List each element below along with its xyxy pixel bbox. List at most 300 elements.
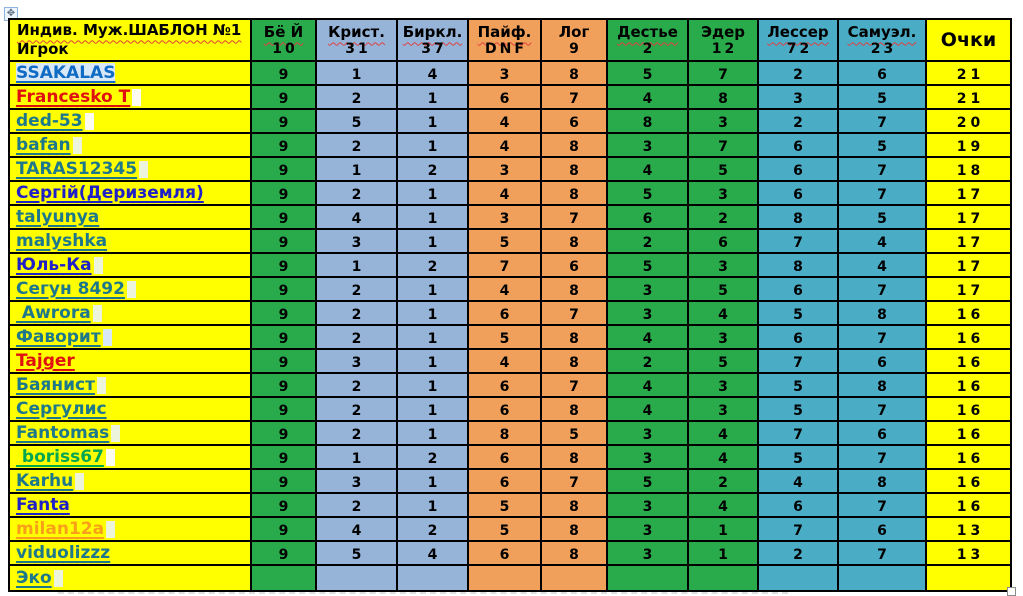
result-value: 8 [569, 498, 579, 515]
result-value: 8 [877, 474, 887, 491]
player-name-wrap [16, 303, 91, 322]
result-cell [607, 157, 688, 181]
result-cell [758, 373, 838, 397]
result-value: 3 [718, 402, 728, 419]
result-value: 1 [427, 354, 438, 371]
points-cell [926, 229, 1011, 253]
result-cell [316, 541, 397, 565]
column-header-score: 12 [711, 40, 738, 57]
result-cell [541, 541, 607, 565]
result-cell [397, 277, 468, 301]
table-row [9, 301, 1011, 325]
result-value: 1 [718, 522, 728, 539]
points-value: 16 [956, 402, 985, 419]
table-row [9, 565, 1011, 591]
result-cell [397, 349, 468, 373]
result-cell [316, 565, 397, 591]
points-value: 16 [956, 498, 985, 515]
points-value: 17 [956, 186, 985, 203]
result-value: 6 [877, 354, 887, 371]
result-cell [541, 85, 607, 109]
result-value: 9 [278, 402, 289, 419]
result-cell [758, 157, 838, 181]
result-value: 8 [569, 162, 579, 179]
result-cell [688, 517, 758, 541]
result-cell [541, 229, 607, 253]
player-name-wrap [16, 423, 109, 442]
result-cell [316, 229, 397, 253]
result-cell [397, 445, 468, 469]
column-header-cell [607, 19, 688, 61]
player-name-wrap [16, 135, 71, 154]
result-cell [397, 325, 468, 349]
result-value: 4 [499, 354, 510, 371]
points-value: 20 [956, 114, 985, 131]
column-header-cell [758, 19, 838, 61]
column-header-label: Пайф. [477, 22, 532, 41]
name-highlight-mark [93, 305, 102, 322]
result-value: 9 [278, 138, 289, 155]
result-value: 4 [793, 474, 803, 491]
column-header-score: 9 [569, 40, 582, 57]
player-name-wrap [16, 63, 115, 82]
column-header-label: Дестье [617, 22, 678, 41]
result-cell [316, 373, 397, 397]
result-value: 7 [793, 426, 803, 443]
result-cell [688, 229, 758, 253]
result-cell [316, 301, 397, 325]
points-cell [926, 85, 1011, 109]
player-name-wrap [16, 207, 99, 226]
result-value: 7 [877, 162, 887, 179]
column-header-cell [688, 19, 758, 61]
column-header-label: Лог [558, 22, 590, 41]
result-value: 3 [351, 474, 362, 491]
result-cell [838, 181, 926, 205]
points-cell [926, 565, 1011, 591]
column-header-score: 72 [786, 40, 813, 57]
result-value: 2 [642, 354, 653, 371]
name-highlight-mark [106, 449, 115, 466]
result-cell [397, 565, 468, 591]
result-value: 6 [499, 378, 510, 395]
result-cell [316, 517, 397, 541]
result-cell [468, 373, 541, 397]
result-cell [607, 373, 688, 397]
result-value: 4 [427, 66, 438, 83]
result-cell [758, 517, 838, 541]
result-cell [468, 205, 541, 229]
result-value: 8 [793, 210, 803, 227]
result-cell [316, 133, 397, 157]
result-cell [468, 229, 541, 253]
result-value: 5 [718, 282, 728, 299]
result-cell [397, 61, 468, 85]
result-value: 5 [877, 138, 887, 155]
player-name-wrap [16, 568, 52, 587]
result-cell [758, 397, 838, 421]
result-cell [468, 61, 541, 85]
column-header-label: Крист. [328, 22, 385, 41]
result-cell [688, 253, 758, 277]
player-cell [9, 109, 251, 133]
result-value: 3 [718, 258, 728, 275]
result-cell [838, 205, 926, 229]
result-cell [468, 517, 541, 541]
points-value: 16 [956, 330, 985, 347]
result-cell [607, 229, 688, 253]
points-value: 16 [956, 474, 985, 491]
player-name-link[interactable]: Tajger [16, 351, 75, 371]
result-cell [468, 253, 541, 277]
result-cell [838, 325, 926, 349]
name-highlight-mark [103, 329, 112, 346]
result-cell [541, 325, 607, 349]
result-cell [541, 373, 607, 397]
result-value: 4 [351, 522, 362, 539]
result-value: 8 [569, 522, 579, 539]
player-name-link[interactable]: viduolizzz [16, 543, 111, 563]
result-value: 7 [718, 66, 728, 83]
result-cell [251, 373, 316, 397]
result-cell [838, 157, 926, 181]
result-cell [607, 277, 688, 301]
result-cell [688, 325, 758, 349]
result-value: 8 [569, 402, 579, 419]
result-cell [468, 85, 541, 109]
column-header-score: 31 [345, 40, 371, 57]
result-cell [397, 541, 468, 565]
result-cell [397, 205, 468, 229]
result-cell [688, 349, 758, 373]
player-cell [9, 277, 251, 301]
player-name-link[interactable]: Сергулис [16, 399, 107, 419]
result-cell [397, 421, 468, 445]
result-value: 2 [351, 90, 362, 107]
result-cell [758, 445, 838, 469]
points-cell [926, 181, 1011, 205]
points-cell [926, 541, 1011, 565]
result-value: 2 [351, 138, 362, 155]
result-value: 4 [877, 258, 887, 275]
player-name-link[interactable]: Юль-Ка [16, 255, 92, 275]
result-cell [758, 301, 838, 325]
result-cell [607, 565, 688, 591]
result-cell [838, 565, 926, 591]
column-header-label: Самуэл. [847, 22, 917, 41]
result-cell [316, 253, 397, 277]
result-cell [251, 277, 316, 301]
result-cell [541, 349, 607, 373]
player-name-wrap [16, 375, 95, 394]
table-row [9, 133, 1011, 157]
player-name-link[interactable]: Fantomas [16, 423, 110, 443]
player-name-link[interactable]: Фаворит [16, 327, 101, 347]
player-column-label: Игрок [17, 40, 69, 58]
result-cell [251, 133, 316, 157]
table-row [9, 397, 1011, 421]
player-cell [9, 397, 251, 421]
result-value: 3 [642, 450, 653, 467]
result-cell [838, 493, 926, 517]
result-value: 6 [793, 162, 803, 179]
player-name-wrap [16, 495, 70, 514]
player-name-link[interactable]: Francesko T [16, 87, 131, 107]
result-value: 4 [718, 450, 728, 467]
result-cell [688, 565, 758, 591]
table-row [9, 277, 1011, 301]
player-name-link[interactable]: bafan [16, 135, 71, 155]
column-header-label: Бё Й [263, 22, 304, 41]
result-cell [607, 349, 688, 373]
result-cell [316, 109, 397, 133]
result-value: 4 [718, 426, 728, 443]
result-value: 8 [569, 450, 579, 467]
result-value: 7 [877, 330, 887, 347]
result-value: 6 [642, 210, 653, 227]
result-cell [316, 325, 397, 349]
result-cell [251, 181, 316, 205]
points-value: 16 [956, 426, 985, 443]
result-value: 6 [499, 90, 510, 107]
table-row [9, 445, 1011, 469]
result-cell [397, 301, 468, 325]
table-resize-handle[interactable] [1007, 587, 1016, 596]
result-value: 2 [427, 258, 438, 275]
result-value: 2 [427, 162, 438, 179]
points-cell [926, 325, 1011, 349]
result-cell [316, 85, 397, 109]
name-highlight-mark [97, 377, 106, 394]
result-value: 5 [499, 234, 510, 251]
result-cell [758, 229, 838, 253]
result-cell [541, 133, 607, 157]
column-header-score: DNF [485, 40, 527, 57]
result-value: 9 [278, 234, 289, 251]
result-cell [316, 205, 397, 229]
result-value: 2 [427, 450, 438, 467]
result-value: 4 [499, 114, 510, 131]
result-cell [397, 157, 468, 181]
result-cell [316, 349, 397, 373]
result-cell [607, 253, 688, 277]
result-cell [838, 109, 926, 133]
result-value: 7 [569, 474, 579, 491]
result-value: 3 [718, 378, 728, 395]
result-value: 9 [278, 258, 289, 275]
result-value: 6 [877, 426, 887, 443]
result-cell [468, 133, 541, 157]
player-cell [9, 373, 251, 397]
player-name-wrap [16, 159, 137, 178]
result-value: 5 [642, 258, 653, 275]
result-value: 5 [718, 162, 728, 179]
result-value: 4 [427, 546, 438, 563]
player-name-link[interactable]: malyshka [16, 231, 108, 251]
points-cell [926, 277, 1011, 301]
player-cell [9, 325, 251, 349]
result-value: 2 [351, 330, 362, 347]
column-header-score: 37 [421, 40, 447, 57]
result-value: 9 [278, 426, 289, 443]
result-value: 2 [351, 186, 362, 203]
result-value: 1 [427, 234, 438, 251]
result-value: 2 [351, 378, 362, 395]
result-cell [838, 301, 926, 325]
result-value: 8 [569, 330, 579, 347]
result-cell [251, 229, 316, 253]
result-cell [607, 517, 688, 541]
player-name-link[interactable]: Сегун 8492 [16, 279, 125, 299]
name-highlight-mark [127, 281, 136, 298]
result-value: 9 [278, 306, 289, 323]
result-cell [758, 349, 838, 373]
result-cell [397, 181, 468, 205]
result-value: 2 [718, 474, 728, 491]
result-value: 9 [278, 186, 289, 203]
player-cell [9, 541, 251, 565]
result-cell [688, 493, 758, 517]
result-value: 5 [793, 450, 803, 467]
result-value: 9 [278, 114, 289, 131]
player-cell [9, 301, 251, 325]
result-value: 1 [427, 402, 438, 419]
result-value: 4 [642, 330, 653, 347]
result-cell [316, 493, 397, 517]
header-points-cell [926, 19, 1011, 61]
player-cell [9, 181, 251, 205]
column-header-label: Биркл. [402, 22, 463, 41]
player-cell [9, 253, 251, 277]
result-value: 5 [718, 354, 728, 371]
player-name-link[interactable]: Эко [16, 568, 52, 588]
table-row [9, 61, 1011, 85]
result-value: 5 [642, 66, 653, 83]
result-cell [468, 181, 541, 205]
result-value: 2 [351, 306, 362, 323]
header-player-cell [9, 19, 251, 61]
column-header-cell [316, 19, 397, 61]
result-cell [607, 205, 688, 229]
player-cell [9, 469, 251, 493]
points-value: 13 [956, 546, 985, 563]
player-name-link[interactable]: milan12a [16, 519, 105, 539]
result-value: 8 [569, 66, 579, 83]
result-cell [838, 421, 926, 445]
result-cell [758, 205, 838, 229]
result-cell [758, 469, 838, 493]
name-highlight-mark [75, 473, 84, 490]
player-name-wrap [16, 231, 107, 250]
player-name-link[interactable]: Сергій(Дериземля) [16, 183, 204, 203]
result-value: 6 [793, 138, 803, 155]
player-name-link[interactable]: TARAS12345 [16, 159, 138, 179]
player-name-link[interactable]: SSAKALAS [16, 63, 116, 83]
player-name-link[interactable]: Karhu [16, 471, 74, 491]
result-value: 2 [718, 210, 728, 227]
player-name-link[interactable]: boriss67 [16, 447, 104, 467]
result-cell [541, 517, 607, 541]
result-value: 7 [569, 210, 579, 227]
result-value: 6 [569, 258, 579, 275]
player-name-wrap [16, 111, 83, 130]
player-name-link[interactable]: Fanta [16, 495, 70, 515]
result-value: 2 [351, 498, 362, 515]
points-cell [926, 205, 1011, 229]
result-value: 6 [499, 546, 510, 563]
result-value: 7 [569, 90, 579, 107]
player-name-wrap [16, 543, 110, 562]
result-cell [468, 157, 541, 181]
result-cell [541, 397, 607, 421]
result-value: 4 [718, 498, 728, 515]
player-name-link[interactable]: Awrora [16, 303, 91, 323]
player-name-link[interactable]: ded-53 [16, 111, 83, 131]
table-row [9, 85, 1011, 109]
player-cell [9, 229, 251, 253]
result-value: 7 [877, 282, 887, 299]
result-value: 6 [793, 282, 803, 299]
result-cell [688, 157, 758, 181]
result-value: 6 [499, 306, 510, 323]
result-value: 2 [351, 282, 362, 299]
result-cell [468, 469, 541, 493]
result-cell [316, 469, 397, 493]
result-cell [607, 133, 688, 157]
result-value: 2 [793, 114, 803, 131]
header-row [9, 19, 1011, 61]
result-value: 9 [278, 450, 289, 467]
result-value: 7 [877, 498, 887, 515]
result-value: 4 [642, 378, 653, 395]
name-highlight-mark [73, 137, 82, 154]
result-value: 1 [427, 498, 438, 515]
result-value: 1 [427, 210, 438, 227]
result-cell [758, 541, 838, 565]
name-highlight-mark [94, 257, 103, 274]
result-cell [838, 229, 926, 253]
result-cell [251, 493, 316, 517]
result-cell [251, 157, 316, 181]
result-cell [838, 469, 926, 493]
result-value: 8 [569, 186, 579, 203]
result-cell [688, 301, 758, 325]
result-cell [251, 541, 316, 565]
result-cell [758, 253, 838, 277]
player-name-link[interactable]: talyunya [16, 207, 100, 227]
column-header-cell [838, 19, 926, 61]
result-value: 7 [877, 186, 887, 203]
player-name-link[interactable]: Баянист [16, 375, 95, 395]
result-value: 6 [877, 522, 887, 539]
result-value: 2 [642, 234, 653, 251]
result-value: 9 [278, 522, 289, 539]
result-cell [251, 565, 316, 591]
result-value: 5 [499, 330, 510, 347]
result-value: 9 [278, 498, 289, 515]
table-row [9, 349, 1011, 373]
result-value: 9 [278, 546, 289, 563]
result-cell [688, 109, 758, 133]
result-cell [607, 85, 688, 109]
result-cell [607, 325, 688, 349]
player-cell [9, 157, 251, 181]
result-value: 4 [499, 186, 510, 203]
player-name-wrap [16, 447, 104, 466]
result-value: 2 [793, 66, 803, 83]
player-name-wrap [16, 327, 101, 346]
player-name-wrap [16, 255, 92, 274]
